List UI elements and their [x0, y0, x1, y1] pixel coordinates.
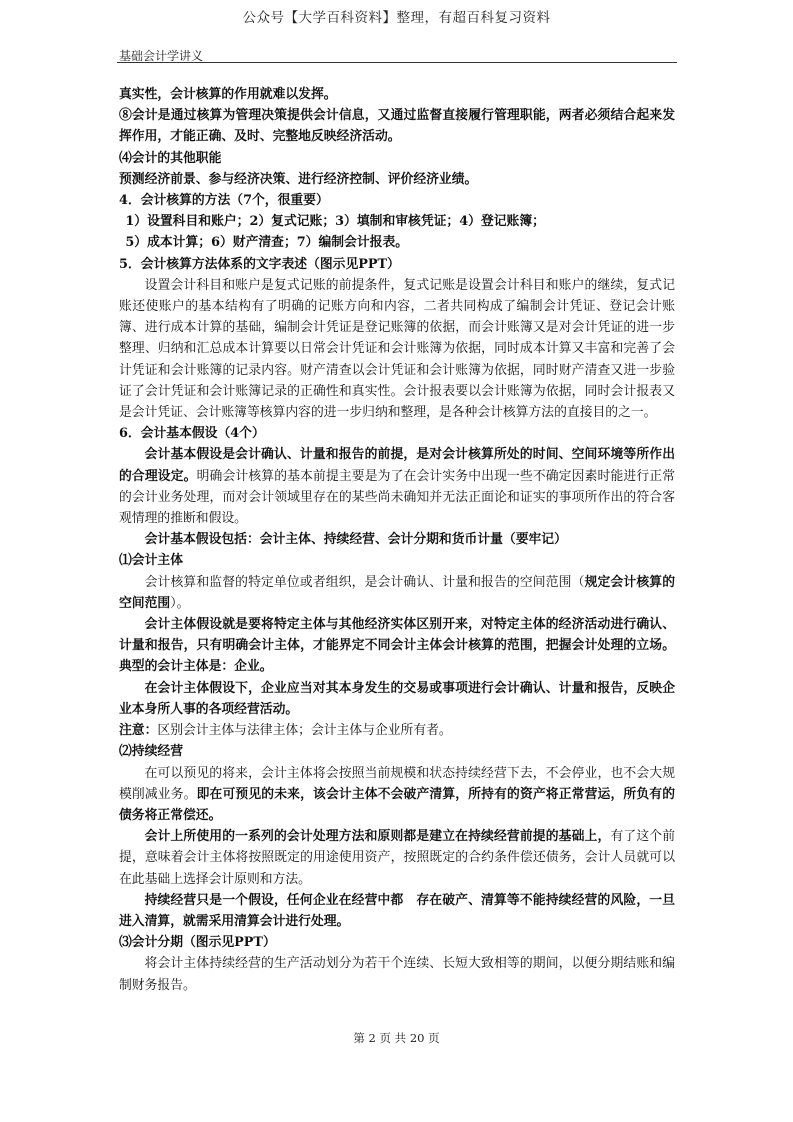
note-line: [119, 720, 675, 741]
paragraph: 在会计主体假设下，企业应当对其本身发生的交易或事项进行会计确认、计量和报告，反映企业本身所人事的各项经营活动。: [119, 680, 675, 717]
header-divider: [117, 62, 677, 63]
text-run: 有了这个前提，意味着会计主体将按照既定的用途使用资产，按照既定的合约条件偿还债务，会计人员就可以在此基础上选择会计原则和方法。: [119, 829, 676, 887]
subheading: ⑷会计的其他职能: [119, 150, 222, 166]
page-number: 第 2 页 共 20 页: [353, 1031, 440, 1045]
paragraph: [119, 826, 675, 890]
page-body: [119, 84, 675, 996]
text-run: ）。: [170, 595, 190, 611]
paragraph: 真实性，会计核算的作用就难以发挥。: [119, 87, 337, 102]
paragraph: [119, 763, 675, 827]
list-line: 1）设置科目和账户；2）复式记账；3）填制和审核凭证；4）登记账簿；: [125, 214, 545, 230]
subheading: ⑶会计分期（图示见PPT）: [119, 935, 276, 951]
paragraph: 持续经营只是一个假设，任何企业在经营中都 存在破产、清算等不能持续经营的风险，一旦进入清算，就需采用清算会计进行处理。: [119, 892, 675, 929]
emphasis: 即在可预见的未来，该会计主体不会破产清算，所持有的资产将正常营运，所负有的债务将正常偿还。: [119, 786, 676, 823]
paragraph: 将会计主体持续经营的生产活动划分为若干个连续、长短大致相等的期间，以便分期结账和编制财务报告。: [119, 956, 675, 993]
section-heading: 5．会计核算方法体系的文字表述（图示见PPT）: [119, 256, 400, 272]
text-run: 在可以预见的将来，会计主体将会按照当前规模和状态持续经营下去，不会停业，也不会大规模削减业务。: [119, 765, 675, 802]
text-run: 会计核算和监督的特定单位或者组织，是会计确认、计量和报告的空间范围（: [144, 574, 585, 590]
subheading: ⑴会计主体: [119, 553, 183, 569]
section-heading: 6．会计基本假设（4个）: [119, 426, 265, 442]
paragraph: [119, 572, 675, 614]
note-label: 注意：: [119, 723, 158, 739]
text-run: 区别会计主体与法律主体；会计主体与企业所有者。: [157, 723, 452, 739]
paragraph: ⑧会计是通过核算为管理决策提供会计信息，又通过监督直接履行管理职能，两者必须结合起来发挥作用，才能正确、及时、完整地反映经济活动。: [119, 108, 675, 145]
watermark-banner: 公众号【大学百科资料】整理，有超百科复习资料: [242, 10, 551, 26]
paragraph: 设置会计科目和账户是复式记账的前提条件，复式记账是设置会计科目和账户的继续，复式记账还使账户的基本结构有了明确的记账方向和内容，二者共同构成了编制会计凭证、登记会计账簿、进行成本计算的基础，编制会计凭证是登记账簿的依据，而会计账簿又是对会计凭证的进一步整理、归纳和汇总成本计算要以日常会计凭证和会计账簿为依据，同时成本计算又丰富和完善了会计凭证和会计账簿的记录内容。财产清查以会计凭证和会计账簿为依据，同时财产清查又进一步验证了会计凭证和会计账簿记录的正确性和真实性。会计报表要以会计账簿为依据，同时会计报表又是会计凭证、会计账簿等核算内容的进一步归纳和整理，是各种会计核算方法的直接目的之一。: [119, 277, 675, 421]
paragraph: 会计主体假设就是要将特定主体与其他经济实体区别开来，对特定主体的经济活动进行确认、计量和报告，只有明确会计主体，才能界定不同会计主体会计核算的范围，把握会计处理的立场。典型的会计主体是：企业。: [119, 617, 675, 675]
section-heading: 4．会计核算的方法（7个，很重要）: [119, 193, 329, 209]
emphasis: 会计基本假设是会计确认、计量和报告的前提，是对会计核算所处的时间、空间环境等所作出的合理设定。: [119, 447, 675, 484]
paragraph: 预测经济前景、参与经济决策、进行经济控制、评价经济业绩。: [119, 171, 478, 187]
paragraph: 会计基本假设包括：会计主体、持续经营、会计分期和货币计量（要牢记）: [144, 532, 567, 548]
emphasis: 规定会计核算的空间范围: [119, 574, 676, 611]
list-line: 5）成本计算；6）财产清查；7）编制会计报表。: [125, 235, 409, 251]
emphasis: 会计上所使用的一系列的会计处理方法和原则都是建立在持续经营前提的基础上，: [144, 829, 611, 845]
text-run: 明确会计核算的基本前提主要是为了在会计实务中出现一些不确定因素时能进行正常的会计业务处理，而对会计领域里存在的某些尚未确知并无法正面论和证实的事项所作出的符合客观情理的推断和假设。: [119, 468, 676, 527]
subheading: ⑵持续经营: [119, 744, 183, 760]
paragraph: [119, 444, 675, 529]
running-title: 基础会计学讲义: [119, 49, 204, 63]
